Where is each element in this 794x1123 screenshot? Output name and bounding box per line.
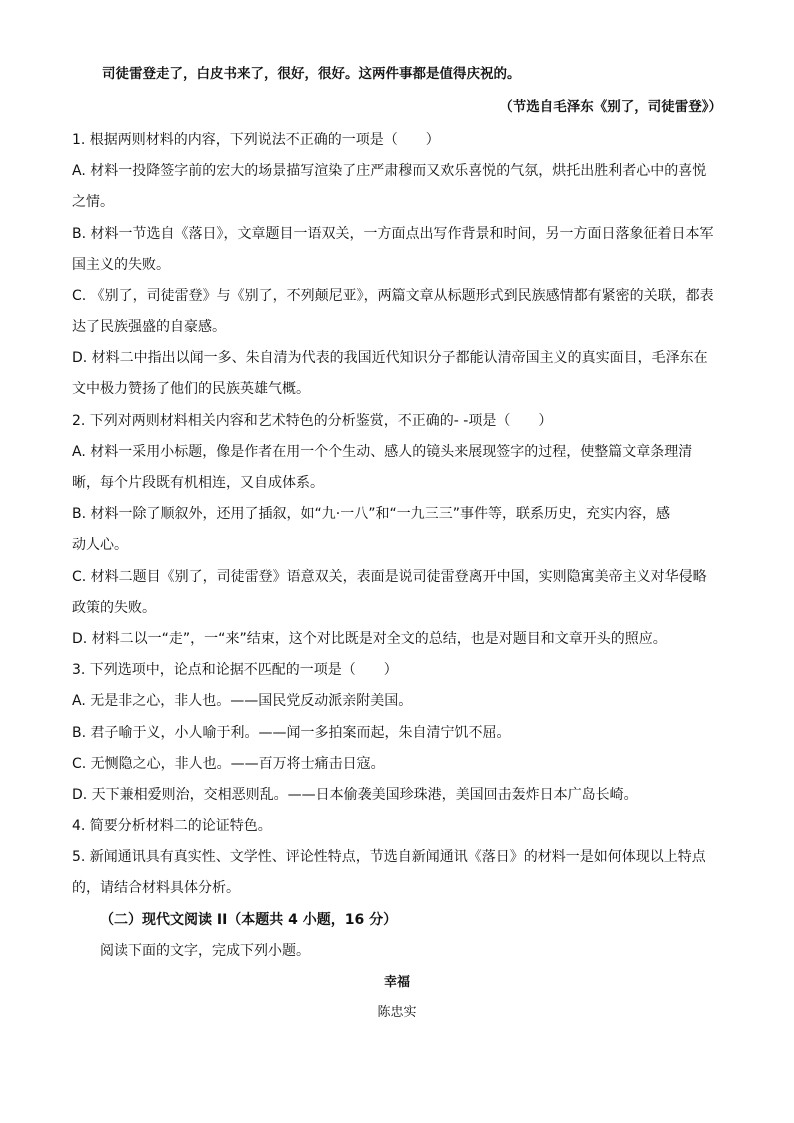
quote-text: 司徒雷登走了，白皮书来了，很好，很好。这两件事都是值得庆祝的。 — [102, 66, 521, 82]
question-2-option-b: B. 材料一除了顺叙外，还用了插叙，如“九·一八”和“一九三三”事件等，联系历史，充实内容，感 — [72, 506, 670, 522]
question-1-option-d-cont: 文中极力赞扬了他们的民族英雄气概。 — [72, 381, 310, 397]
question-1-option-b-cont: 国主义的失败。 — [72, 257, 170, 273]
question-1-option-a: A. 材料一投降签字前的宏大的场景描写渲染了庄严肃穆而又欢乐喜悦的气氛，烘托出胜利者心中的喜悦 — [72, 163, 707, 179]
question-2-option-c-cont: 政策的失败。 — [72, 600, 156, 616]
question-3-stem: 3. 下列选项中，论点和论据不匹配的一项是（ ） — [72, 662, 398, 678]
question-3-option-b: B. 君子喻于义，小人喻于利。——闻一多拍案而起，朱自清宁饥不屈。 — [72, 725, 511, 741]
question-1-option-b: B. 材料一节选自《落日》，文章题目一语双关，一方面点出写作背景和时间，另一方面日落象征着日本军 — [72, 226, 714, 242]
question-2-option-c: C. 材料二题目《别了，司徒雷登》语意双关，表面是说司徒雷登离开中国，实则隐寓美帝主义对华侵略 — [72, 569, 707, 585]
question-2-option-d: D. 材料二以一“走”，一“来”结束，这个对比既是对全文的总结，也是对题目和文章开头的照应。 — [72, 631, 667, 647]
passage-title: 幸福 — [383, 975, 410, 990]
question-5-stem: 5. 新闻通讯具有真实性、文学性、评论性特点，节选自新闻通讯《落日》的材料一是如何体现以上特点 — [72, 849, 706, 865]
question-3-option-a: A. 无是非之心，非人也。——国民党反动派亲附美国。 — [72, 693, 413, 709]
quote-source: （节选自毛泽东《别了，司徒雷登》） — [499, 99, 722, 115]
question-1-stem: 1. 根据两则材料的内容，下列说法不正确的一项是（ ） — [72, 132, 440, 148]
question-5-stem-cont: 的，请结合材料具体分析。 — [72, 880, 240, 896]
question-2-option-a: A. 材料一采用小标题，像是作者在用一个个生动、感人的镜头来展现签字的过程，使整篇文章条理清 — [72, 444, 693, 460]
section-heading: （二）现代文阅读 II（本题共 4 小题，16 分） — [100, 912, 398, 928]
passage-author: 陈忠实 — [377, 1005, 417, 1020]
question-1-option-d: D. 材料二中指出以闻一多、朱自清为代表的我国近代知识分子都能认清帝国主义的真实面目，毛泽东在 — [72, 350, 708, 366]
question-2-option-b-cont: 动人心。 — [72, 537, 128, 553]
question-3-option-c: C. 无恻隐之心，非人也。——百万将士痛击日寇。 — [72, 756, 385, 772]
section-instruction: 阅读下面的文字，完成下列小题。 — [100, 943, 310, 959]
question-2-stem: 2. 下列对两则材料相关内容和艺术特色的分析鉴赏，不正确的- -项是（ ） — [72, 413, 553, 429]
question-2-option-a-cont: 晰，每个片段既有机相连，又自成体系。 — [72, 475, 324, 491]
question-4-stem: 4. 简要分析材料二的论证特色。 — [72, 818, 272, 834]
question-1-option-c-cont: 达了民族强盛的自豪感。 — [72, 319, 226, 335]
question-1-option-c: C. 《别了，司徒雷登》与《别了，不列颠尼亚》，两篇文章从标题形式到民族感情都有紧密的关联，都表 — [72, 288, 714, 304]
question-3-option-d: D. 天下兼相爱则治，交相恶则乱。——日本偷袭美国珍珠港，美国回击轰炸日本广岛长崎。 — [72, 787, 638, 803]
question-1-option-a-cont: 之情。 — [72, 194, 114, 210]
